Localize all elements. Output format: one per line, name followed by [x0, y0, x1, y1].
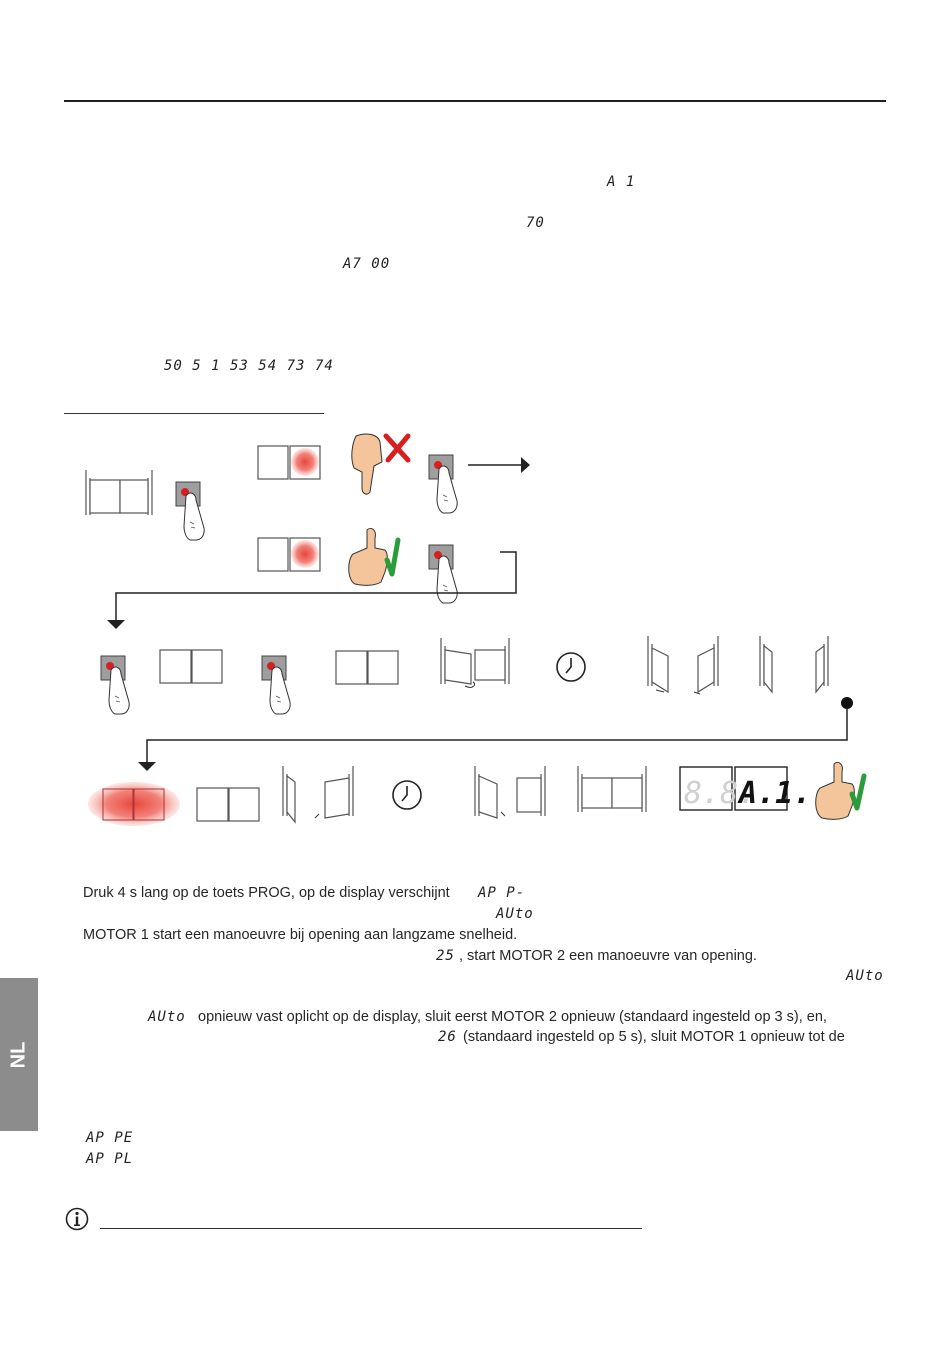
step-line-3: MOTOR 1 start een manoeuvre bij opening aan langzame snelheid.: [83, 927, 518, 943]
language-tab-label: NL: [7, 1041, 30, 1068]
arrow-right-icon: [521, 457, 530, 473]
gate-motor1-opening: [441, 638, 509, 687]
step-code-auto-1: AUto: [496, 906, 534, 922]
display-left-digits: 8.8.: [684, 776, 757, 811]
gate-motor1-closing: [475, 766, 545, 818]
prog-button-press-2: [429, 455, 457, 513]
display-code-70: 70: [526, 215, 545, 231]
step-code-26: 26: [438, 1029, 457, 1045]
display-code-a7-00: A7 00: [343, 256, 391, 272]
language-tab: [0, 978, 38, 1131]
prog-button-press-5: [262, 656, 290, 714]
step-code-auto-3: AUto: [148, 1009, 186, 1025]
gate-motor2-closing: [283, 766, 353, 822]
check-icon: [387, 540, 398, 574]
step-code-25: 25: [436, 948, 455, 964]
thumbs-up-icon: [349, 528, 388, 585]
led-panel-left: [258, 446, 288, 479]
step-code-app: AP P-: [478, 885, 526, 901]
thumbs-down-icon: [352, 434, 382, 494]
info-rule: [100, 1228, 642, 1229]
led-panel-left-2: [258, 538, 288, 571]
gate-closed-end: [578, 766, 646, 812]
info-icon: [64, 1206, 90, 1232]
prog-button-press-3: [429, 545, 457, 603]
flow-connector-2: [147, 709, 847, 764]
step-line-6: opnieuw vast oplicht op de display, sluit eerst MOTOR 2 opnieuw (standaard ingesteld op 3 s), en,: [198, 1009, 827, 1025]
clock-icon: [557, 653, 585, 681]
display-code-params: 50 5 1 53 54 73: [164, 358, 306, 374]
gate-both-opening: [648, 636, 718, 694]
led-lit: [291, 540, 319, 568]
display-code-a1: A 1: [607, 174, 636, 190]
clock-icon-2: [393, 781, 421, 809]
gate-fully-open: [760, 636, 828, 692]
mode-code-pe: AP PE: [86, 1130, 134, 1146]
mode-code-pl: AP PL: [86, 1151, 134, 1167]
prog-button-press: [176, 482, 204, 540]
gate-closed-start: [86, 470, 152, 515]
display-right-digits: A.1.: [739, 776, 812, 811]
thumbs-up-icon-2: [816, 762, 855, 819]
trigger-dot: [841, 697, 853, 709]
step-code-auto-2: AUto: [846, 968, 884, 984]
step-line-4: , start MOTOR 2 een manoeuvre van opening.: [459, 948, 757, 964]
display-code-74: 74: [315, 358, 334, 374]
step-line-7: (standaard ingesteld op 5 s), sluit MOTOR 1 opnieuw tot de: [463, 1029, 845, 1045]
led-blinking: [291, 448, 319, 476]
step-line-1: Druk 4 s lang op de toets PROG, op de display verschijnt: [83, 885, 450, 901]
cross-icon: [386, 436, 408, 460]
prog-button-press-4: [101, 656, 129, 714]
